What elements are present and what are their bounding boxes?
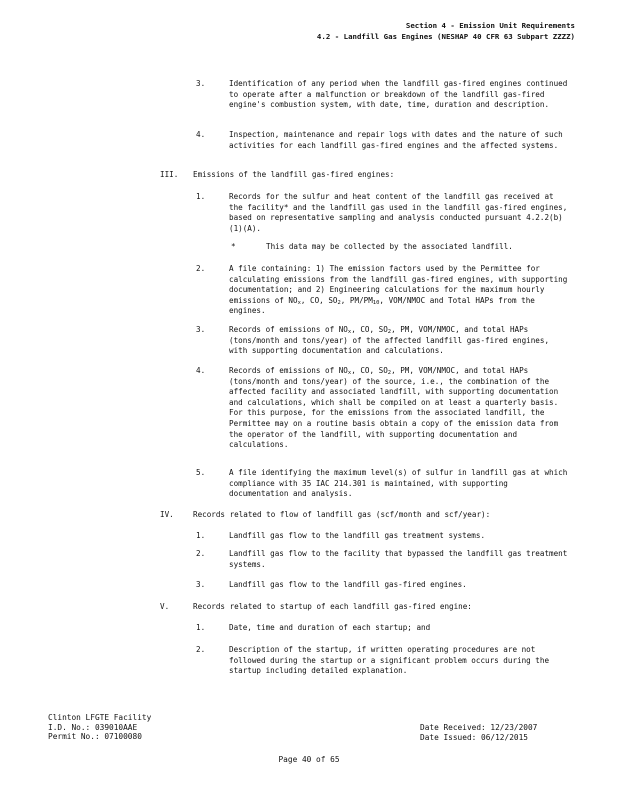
facility-id: I.D. No.: 039010AAE (48, 722, 138, 732)
section-header (317, 20, 575, 42)
permit-number: Permit No.: 07100080 (48, 732, 142, 742)
section-number: V. (160, 602, 170, 611)
subsection-title: 4.2 - Landfill Gas Engines (NESHAP 40 CFR 63 Subpart ZZZZ) (316, 32, 575, 41)
section-heading-iv: Records related to flow of landfill gas (scf/month and scf/year): (193, 510, 491, 519)
paragraph-iii-2: A file containing: 1) The emission factors used by the Permittee for calculating emissions from the landfill gas-fired engines, with supporting documentation; and 2) Engineering calculations for the maximum hourly emissions of $NO_x$, CO, $SO_2$, $PM/PM_{10}$, VOM/NMOC and Total HAPs from the engines. (229, 264, 568, 316)
section-title: Section 4 - Emission Unit Requirements (405, 21, 575, 30)
date-received: Date Received: 12/23/2007 (420, 723, 538, 732)
section-heading-v: Records related to startup of each landfill gas-fired engine: (193, 602, 472, 611)
footnote-text: This data may be collected by the associated landfill. (266, 242, 513, 251)
paragraph-iv-3: Landfill gas flow to the landfill gas-fired engines. (229, 580, 467, 589)
item-number: 4. (196, 130, 206, 139)
item-number: 2. (196, 645, 206, 654)
section-number: IV. (160, 510, 174, 519)
footer-right (420, 723, 537, 742)
item-number: 2. (196, 549, 206, 558)
facility-name: Clinton LFGTE Facility (48, 713, 152, 722)
paragraph-iii-4: Records of emissions of $NO_x$, CO, $SO_2$, PM, VOM/NMOC, and total HAPs (tons/month and tons/year) of the source, i.e., the combination of the affected facility and associated landfill, with supporting documentation and calculations, which shall be compiled on at least a quarterly basis. For this purpose, for the emissions from the associated landfill, the Permittee may on a routine basis obtain a copy of the emission data from the operator of the landfill, with supporting documentation and calculations. (229, 366, 559, 450)
footer-left (48, 713, 151, 742)
page-number: Page 40 of 65 (278, 755, 340, 764)
paragraph-v-2: Description of the startup, if written operating procedures are not followed during the startup or a significant problem occurs during the startup including detailed explanation. (229, 645, 550, 676)
item-number: 2. (196, 264, 206, 273)
section-number: III. (160, 170, 179, 179)
item-number: 1. (196, 531, 206, 540)
paragraph-iii-1: Records for the sulfur and heat content of the landfill gas received at the facility* and the landfill gas used in the landfill gas-fired engines, based on representative sampling and analysis conducted pursuant 4.2.2(b)(1)(A). (229, 192, 568, 233)
paragraph-ii-3: Identification of any period when the landfill gas-fired engines continued to operate after a malfunction or breakdown of the landfill gas-fired engine's combustion system, with date, time, duration and description. (229, 79, 568, 110)
item-number: 1. (196, 192, 206, 201)
item-number: 3. (196, 79, 206, 88)
paragraph-iii-3: Records of emissions of $NO_x$, CO, $SO_2$, PM, VOM/NMOC, and total HAPs (tons/month and tons/year) of the affected landfill gas-fired engines, with supporting documentation and calculations. (229, 325, 550, 356)
item-number: 3. (196, 580, 206, 589)
paragraph-v-1: Date, time and duration of each startup; and (229, 623, 431, 632)
paragraph-iv-2: Landfill gas flow to the facility that bypassed the landfill gas treatment systems. (229, 549, 568, 569)
item-number: 4. (196, 366, 206, 375)
item-number: 1. (196, 623, 206, 632)
item-number: 5. (196, 468, 206, 477)
paragraph-iv-1: Landfill gas flow to the landfill gas treatment systems. (229, 531, 486, 540)
footnote-marker: * (231, 242, 236, 251)
paragraph-iii-5: A file identifying the maximum level(s) of sulfur in landfill gas at which compliance with 35 IAC 214.301 is maintained, with supporting documentation and analysis. (229, 468, 568, 499)
section-heading-iii: Emissions of the landfill gas-fired engines: (193, 170, 395, 179)
date-issued: Date Issued: 06/12/2015 (420, 732, 528, 742)
paragraph-ii-4: Inspection, maintenance and repair logs with dates and the nature of such activities for each landfill gas-fired engines and the affected systems. (229, 130, 563, 150)
item-number: 3. (196, 325, 206, 334)
